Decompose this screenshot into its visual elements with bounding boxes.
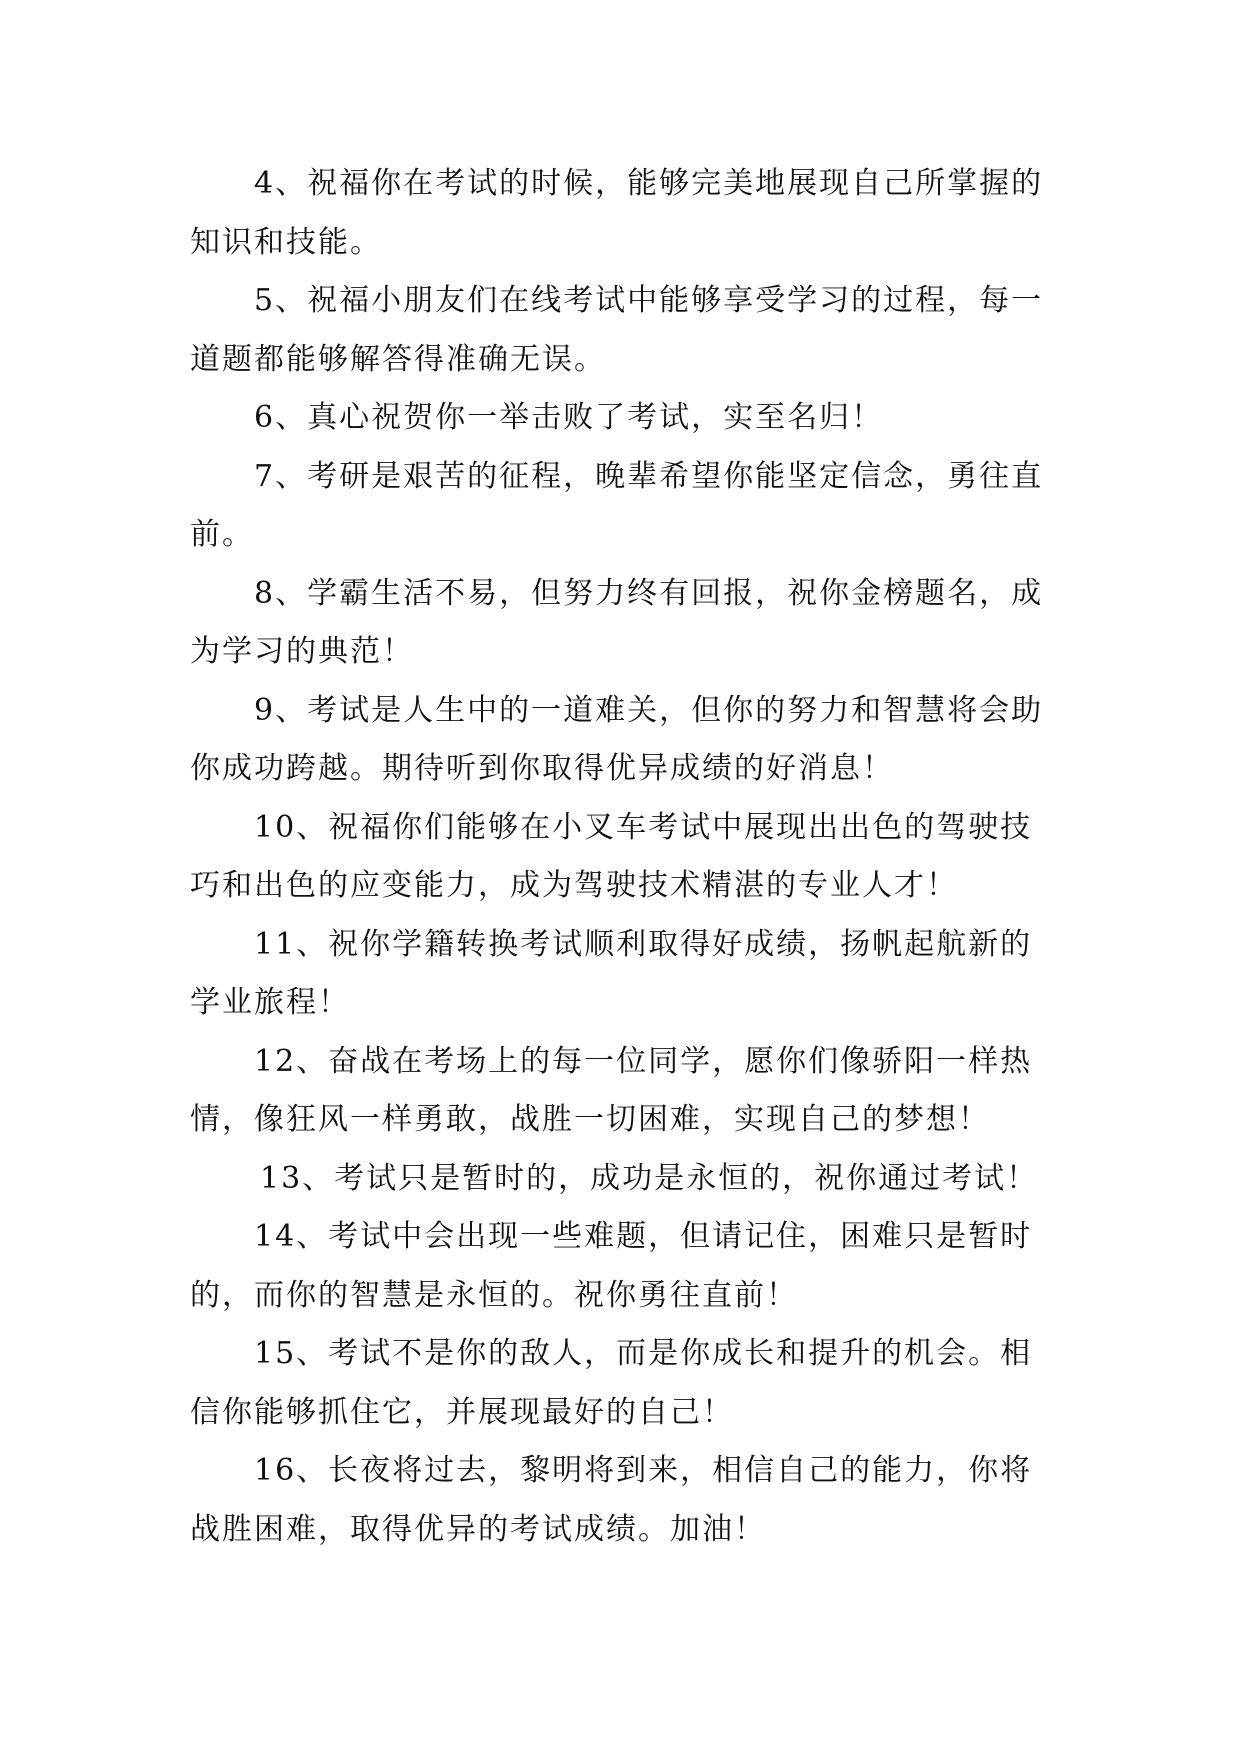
paragraph-6: 6、真心祝贺你一举击败了考试，实至名归！: [254, 400, 884, 435]
paragraph-5: 5、祝福小朋友们在线考试中能够享受学习的过程，每一道题都能够解答得准确无误。: [190, 283, 1044, 377]
paragraph-9: 9、考试是人生中的一道难关，但你的努力和智慧将会助你成功跨越。期待听到你取得优异成绩的好消息！: [190, 692, 1044, 786]
paragraph-14: 14、考试中会出现一些难题，但请记住，困难只是暂时的，而你的智慧是永恒的。祝你勇往直前！: [190, 1219, 1033, 1313]
document-body: [190, 155, 1050, 1559]
paragraph-13: 13、考试只是暂时的，成功是永恒的，祝你通过考试！: [260, 1160, 1039, 1196]
paragraph-11: 11、祝你学籍转换考试顺利取得好成绩，扬帆起航新的学业旅程！: [190, 926, 1033, 1020]
paragraph-8: 8、学霸生活不易，但努力终有回报，祝你金榜题名，成为学习的典范！: [190, 575, 1044, 669]
paragraph-4: 4、祝福你在考试的时候，能够完美地展现自己所掌握的知识和技能。: [190, 166, 1044, 260]
paragraph-7: 7、考研是艰苦的征程，晚辈希望你能坚定信念，勇往直前。: [190, 458, 1044, 552]
paragraph-15: 15、考试不是你的敌人，而是你成长和提升的机会。相信你能够抓住它，并展现最好的自己！: [190, 1336, 1033, 1430]
paragraph-10: 10、祝福你们能够在小叉车考试中展现出出色的驾驶技巧和出色的应变能力，成为驾驶技术精湛的专业人才！: [190, 809, 1033, 903]
paragraph-16: 16、长夜将过去，黎明将到来，相信自己的能力，你将战胜困难，取得优异的考试成绩。加油！: [190, 1453, 1033, 1547]
paragraph-12: 12、奋战在考场上的每一位同学，愿你们像骄阳一样热情，像狂风一样勇敢，战胜一切困难，实现自己的梦想！: [190, 1043, 1033, 1137]
